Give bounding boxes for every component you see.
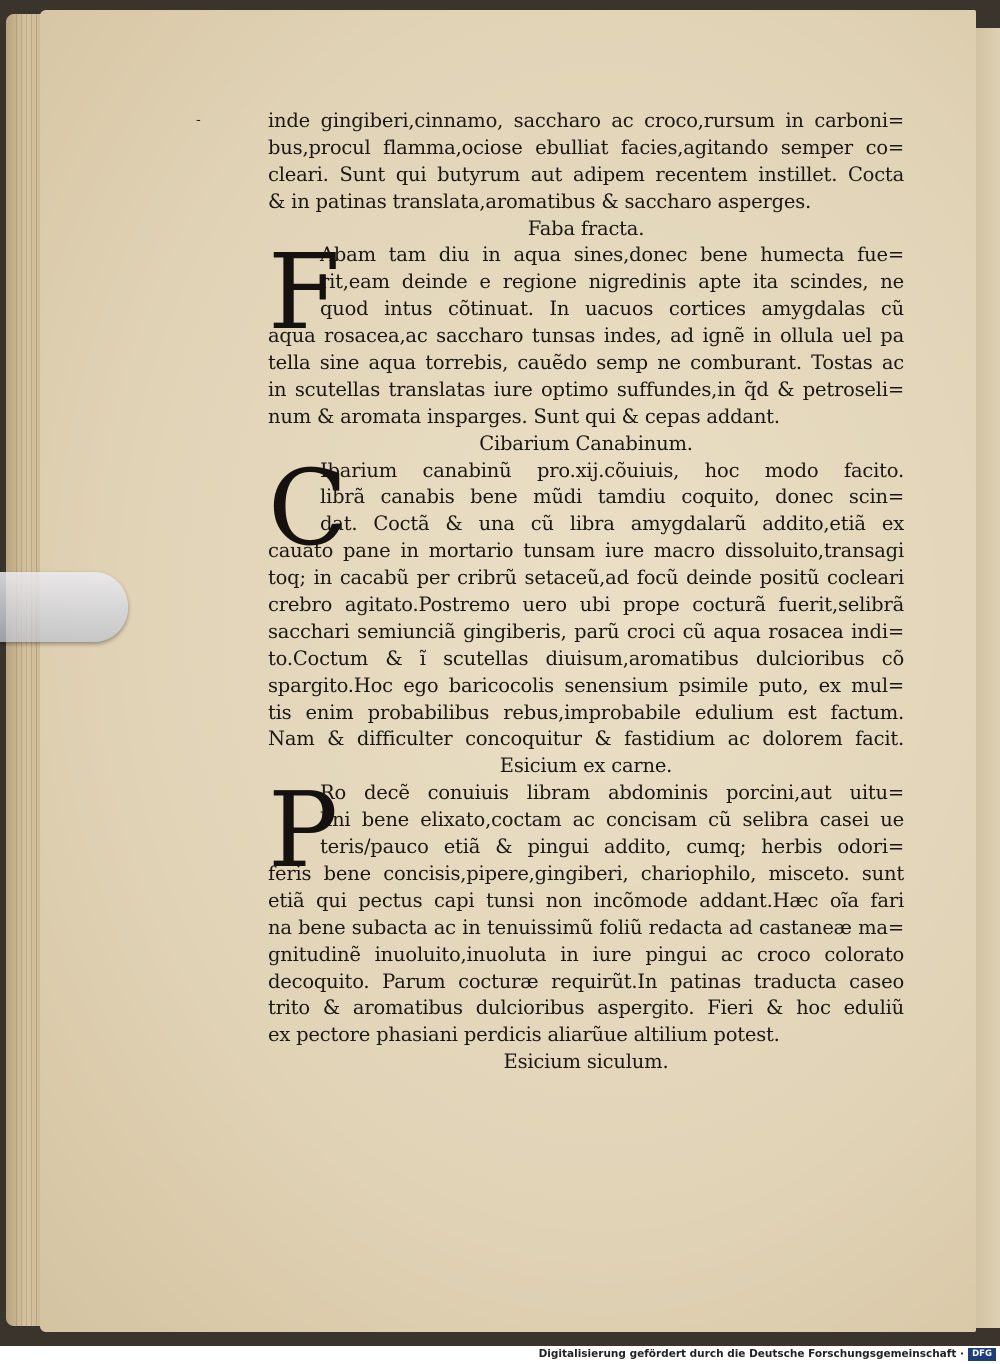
margin-mark: - bbox=[196, 112, 201, 128]
text-line: bus,procul flamma,ociose ebulliat facies,agitando semper co= bbox=[268, 135, 904, 159]
section-heading: Esicium ex carne. bbox=[499, 754, 673, 778]
text-line: inde gingiberi,cinnamo, saccharo ac croco,rursum in carboni= bbox=[268, 109, 904, 132]
section-heading: Faba fracta. bbox=[527, 216, 645, 240]
intro-paragraph bbox=[268, 108, 904, 216]
text-line: gnitudinẽ inuoluito,inuoluta in iure pingui ac croco colorato bbox=[268, 942, 904, 966]
text-line: in scutellas translatas iure optimo suffundes,in q̃d & petroseli= bbox=[268, 377, 904, 401]
section-paragraph bbox=[268, 446, 904, 754]
text-line: spargito.Hoc ego baricocolis senensium psimile puto, ex mul= bbox=[268, 673, 904, 697]
text-line: rit,eam deinde e regione nigredinis apte ita scindes, ne bbox=[320, 270, 904, 294]
text-line: Abam tam diu in aqua sines,donec bene humecta fue= bbox=[320, 243, 904, 267]
plastic-clip bbox=[0, 572, 128, 642]
text-line: quod intus cõtinuat. In uacuos cortices amygdalas cũ bbox=[320, 297, 904, 321]
text-line: aqua rosacea,ac saccharo tunsas indes, ad ignẽ in ollula uel pa bbox=[268, 324, 904, 348]
section-heading: Cibarium Canabinum. bbox=[479, 431, 693, 455]
text-line: & in patinas translata,aromatibus & saccharo asperges. bbox=[268, 189, 811, 213]
section-paragraph bbox=[268, 231, 904, 430]
text-line: num & aromata insparges. Sunt qui & cepas addant. bbox=[268, 404, 780, 428]
section-heading: Esicium siculum. bbox=[503, 1050, 669, 1074]
text-line: na bene subacta ac in tenuissimũ foliũ redacta ad castaneæ ma= bbox=[268, 915, 904, 939]
initial-letter: P bbox=[268, 769, 338, 892]
text-line: toq; in cacabũ per cribrũ setaceũ,ad focũ deinde positũ cocleari bbox=[268, 566, 904, 590]
initial-letter: F bbox=[268, 231, 340, 354]
text-line: Nam & difficulter concoquitur & fastidium ac dolorem facit. bbox=[268, 727, 904, 751]
digitization-footer bbox=[0, 1346, 1000, 1364]
footer-credit: Digitalisierung gefördert durch die Deutsche Forschungsgemeinschaft · bbox=[538, 1348, 964, 1360]
text-line: teris/pauco etiã & pingui addito, cumq; herbis odori= bbox=[320, 835, 904, 859]
text-line: ex pectore phasiani perdicis aliarũue altilium potest. bbox=[268, 1023, 780, 1047]
page-text bbox=[268, 108, 904, 1076]
text-line: tella sine aqua torrebis, cauẽdo semp ne comburant. Tostas ac bbox=[268, 351, 904, 375]
text-line: Ro decẽ conuiuis libram abdominis porcini,aut uitu= bbox=[320, 781, 904, 805]
text-line: trito & aromatibus dulcioribus aspergito. Fieri & hoc eduliũ bbox=[268, 996, 904, 1020]
dfg-logo: DFG bbox=[968, 1348, 996, 1361]
text-line: dat. Coctã & una cũ libra amygdalarũ addito,etiã ex bbox=[320, 512, 904, 536]
text-line: cleari. Sunt qui butyrum aut adipem recentem instillet. Cocta bbox=[268, 162, 904, 186]
text-line: feris bene concisis,pipere,gingiberi, chariophilo, misceto. sunt bbox=[268, 861, 904, 885]
text-line: to.Coctum & ĩ scutellas diuisum,aromatibus dulcioribus cõ bbox=[268, 646, 904, 670]
text-line: Ibarium canabinũ pro.xij.cõuiuis, hoc modo facito. bbox=[320, 458, 904, 482]
text-line: lini bene elixato,coctam ac concisam cũ selibra casei ue bbox=[320, 808, 904, 832]
text-line: tis enim probabilibus rebus,improbabile edulium est factum. bbox=[268, 700, 904, 724]
initial-letter: C bbox=[268, 446, 348, 569]
text-line: crebro agitato.Postremo uero ubi prope cocturã fuerit,selibrã bbox=[268, 593, 904, 617]
text-line: etiã qui pectus capi tunsi non incõmode addant.Hæc oĩa fari bbox=[268, 888, 904, 912]
section-paragraph bbox=[268, 769, 904, 1049]
text-line: decoquito. Parum cocturæ requirũt.In patinas traducta caseo bbox=[268, 969, 904, 993]
text-line: cauato pane in mortario tunsam iure macro dissoluito,transagi bbox=[268, 539, 904, 563]
text-line: librã canabis bene mũdi tamdiu coquito, donec scin= bbox=[320, 485, 904, 509]
text-line: sacchari semiunciã gingiberis, parũ croci cũ aqua rosacea indi= bbox=[268, 619, 904, 643]
